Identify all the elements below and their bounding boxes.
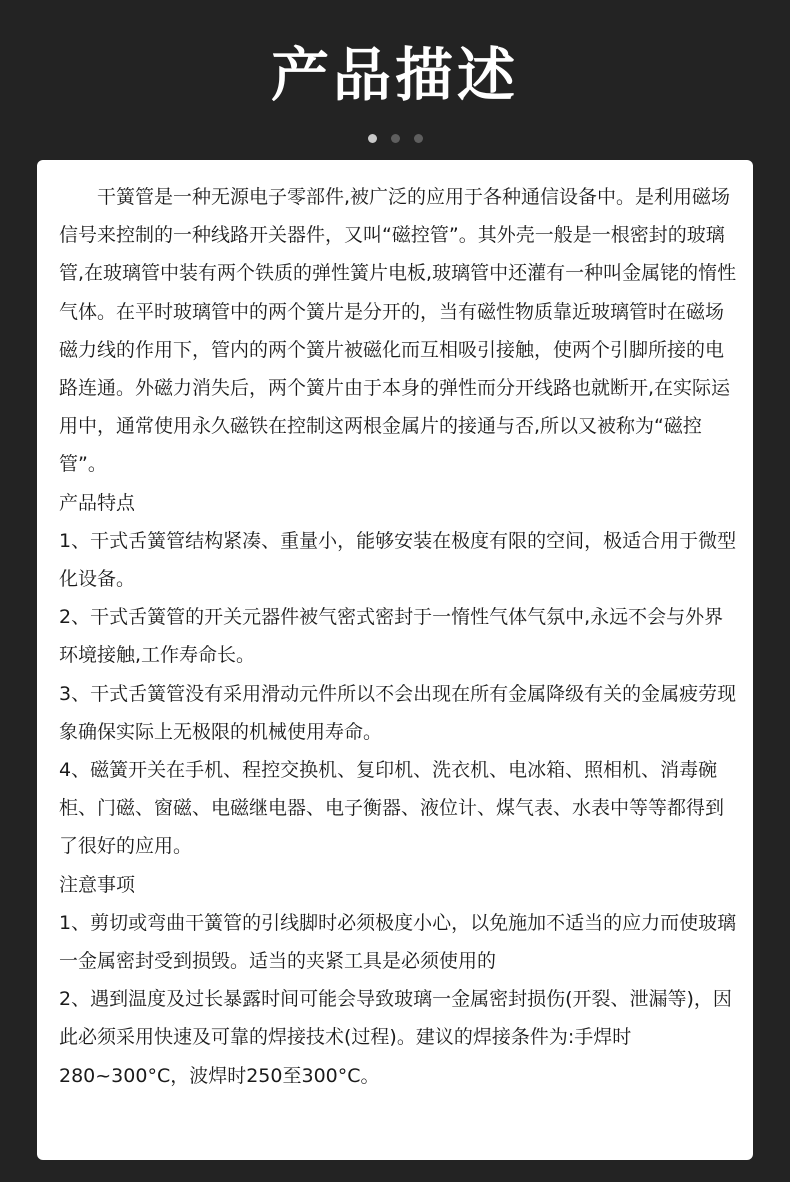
- description-card: [37, 160, 753, 1160]
- feature-item: 3、干式舌簧管没有采用滑动元件所以不会出现在所有金属降级有关的金属疲劳现象确保实际上无极限的机械使用寿命。: [59, 682, 737, 743]
- pager-dots: [0, 134, 790, 144]
- pager-dot-3[interactable]: [414, 134, 423, 143]
- pager-dot-2[interactable]: [391, 134, 400, 143]
- feature-item: 2、干式舌簧管的开关元器件被气密式密封于一惰性气体气氛中,永远不会与外界环境接触,工作寿命长。: [59, 606, 724, 667]
- feature-item: 4、磁簧开关在手机、程控交换机、复印机、洗衣机、电冰箱、照相机、消毒碗柜、门磁、窗磁、电磁继电器、电子衡器、液位计、煤气表、水表中等等都得到了很好的应用。: [59, 759, 725, 858]
- notes-heading: 注意事项: [59, 873, 136, 896]
- features-heading: 产品特点: [59, 491, 136, 514]
- page-title: 产品描述: [270, 41, 519, 109]
- note-item: 2、遇到温度及过长暴露时间可能会导致玻璃一金属密封损伤(开裂、泄漏等)，因此必须采用快速及可靠的焊接技术(过程)。建议的焊接条件为:手焊时280~300°C，波焊时250至300°C。: [59, 988, 732, 1087]
- intro-paragraph: 干簧管是一种无源电子零部件,被广泛的应用于各种通信设备中。是利用磁场信号来控制的一种线路开关器件，又叫“磁控管”。其外壳一般是一根密封的玻璃管,在玻璃管中装有两个铁质的弹性簧片电板,玻璃管中还灌有一种叫金属铑的惰性气体。在平时玻璃管中的两个簧片是分开的，当有磁性物质靠近玻璃管时在磁场磁力线的作用下，管内的两个簧片被磁化而互相吸引接触，使两个引脚所接的电路连通。外磁力消失后，两个簧片由于本身的弹性而分开线路也就断开,在实际运用中，通常使用永久磁铁在控制这两根金属片的接通与否,所以又被称为“磁控管”。: [59, 186, 737, 476]
- pager-dot-1[interactable]: [368, 134, 377, 143]
- note-item: 1、剪切或弯曲干簧管的引线脚时必须极度小心，以免施加不适当的应力而使玻璃一金属密封受到损毁。适当的夹紧工具是必须使用的: [59, 911, 737, 973]
- feature-item: 1、干式舌簧管结构紧凑、重量小，能够安装在极度有限的空间，极适合用于微型化设备。: [59, 529, 737, 591]
